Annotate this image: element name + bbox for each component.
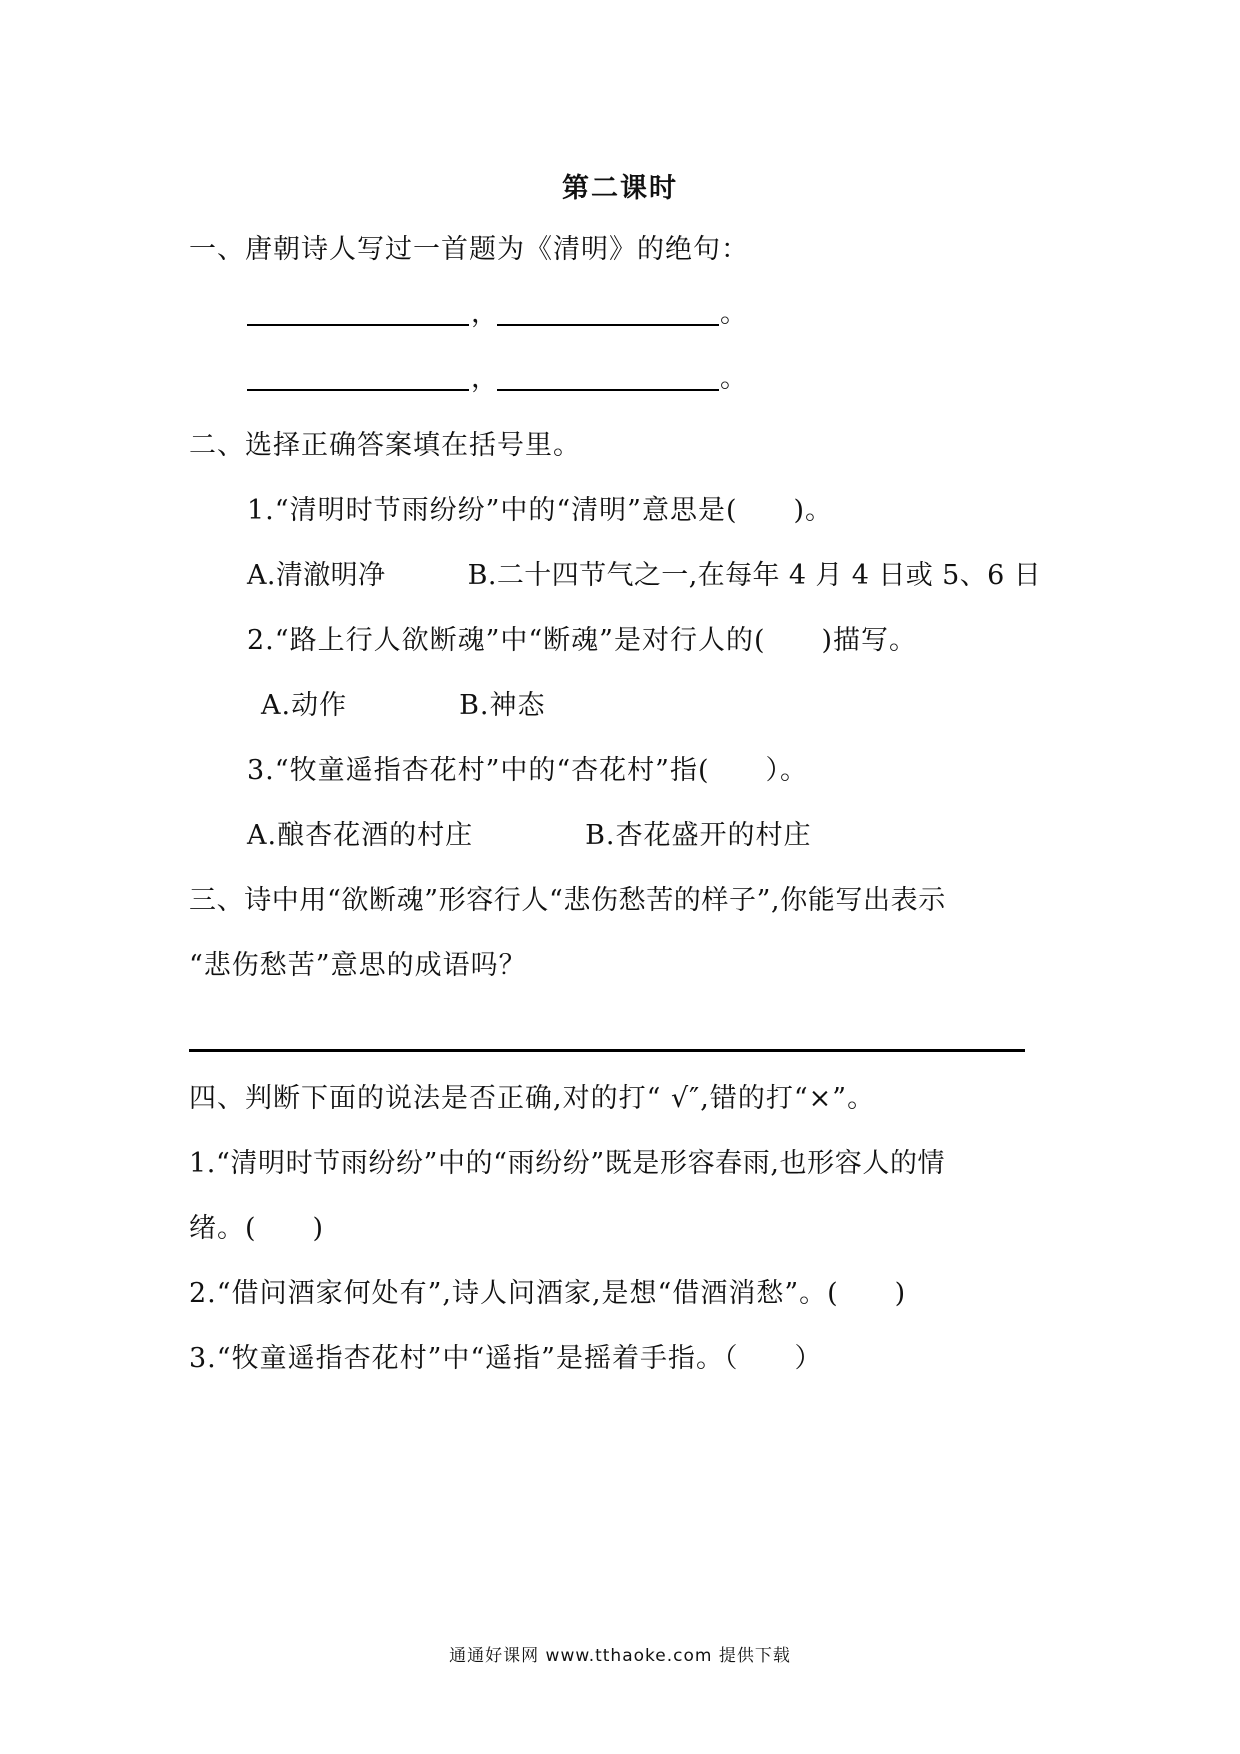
section3-line-1: 三、诗中用“欲断魂”形容行人“悲伤愁苦的样子”,你能写出表示 <box>189 885 946 916</box>
comma: ， <box>471 363 498 394</box>
period: 。 <box>720 298 747 329</box>
comma: ， <box>471 298 498 329</box>
statement-4-3: 3.“牧童遥指杏花村”中“遥指”是摇着手指。（ ） <box>189 1343 823 1374</box>
statement-4-1-line-1: 1.“清明时节雨纷纷”中的“雨纷纷”既是形容春雨,也形容人的情 <box>189 1148 946 1179</box>
statement-4-2: 2.“借问酒家何处有”,诗人问酒家,是想“借酒消愁”。( ) <box>189 1278 907 1309</box>
poem-blank-4 <box>497 389 719 391</box>
question-2-2: 2.“路上行人欲断魂”中“断魂”是对行人的( )描写。 <box>247 625 918 656</box>
poem-line-row-2 <box>0 357 1240 397</box>
poem-blank-3 <box>247 389 469 391</box>
page-title: 第二课时 <box>562 173 678 204</box>
question-2-1-options: A.清澈明净 B.二十四节气之一,在每年 4 月 4 日或 5、6 日 <box>247 560 1042 591</box>
question-2-2-options: A.动作 B.神态 <box>261 690 546 721</box>
period: 。 <box>720 363 747 394</box>
answer-line <box>189 1049 1025 1052</box>
poem-blank-1 <box>247 324 469 326</box>
question-2-1: 1.“清明时节雨纷纷”中的“清明”意思是( )。 <box>247 495 834 526</box>
section4-heading: 四、判断下面的说法是否正确,对的打“ √″,错的打“×”。 <box>189 1083 876 1114</box>
footer-credit: 通通好课网 www.tthaoke.com 提供下载 <box>449 1646 791 1666</box>
section3-line-2: “悲伤愁苦”意思的成语吗？ <box>189 950 527 981</box>
poem-line-row-1 <box>0 292 1240 332</box>
statement-4-1-line-2: 绪。( ) <box>189 1213 325 1244</box>
poem-blank-2 <box>497 324 719 326</box>
section2-heading: 二、选择正确答案填在括号里。 <box>189 430 581 461</box>
section1-heading: 一、唐朝诗人写过一首题为《清明》的绝句： <box>189 234 749 265</box>
question-2-3-options: A.酿杏花酒的村庄 B.杏花盛开的村庄 <box>247 820 812 851</box>
question-2-3: 3.“牧童遥指杏花村”中的“杏花村”指( ）。 <box>247 755 809 786</box>
